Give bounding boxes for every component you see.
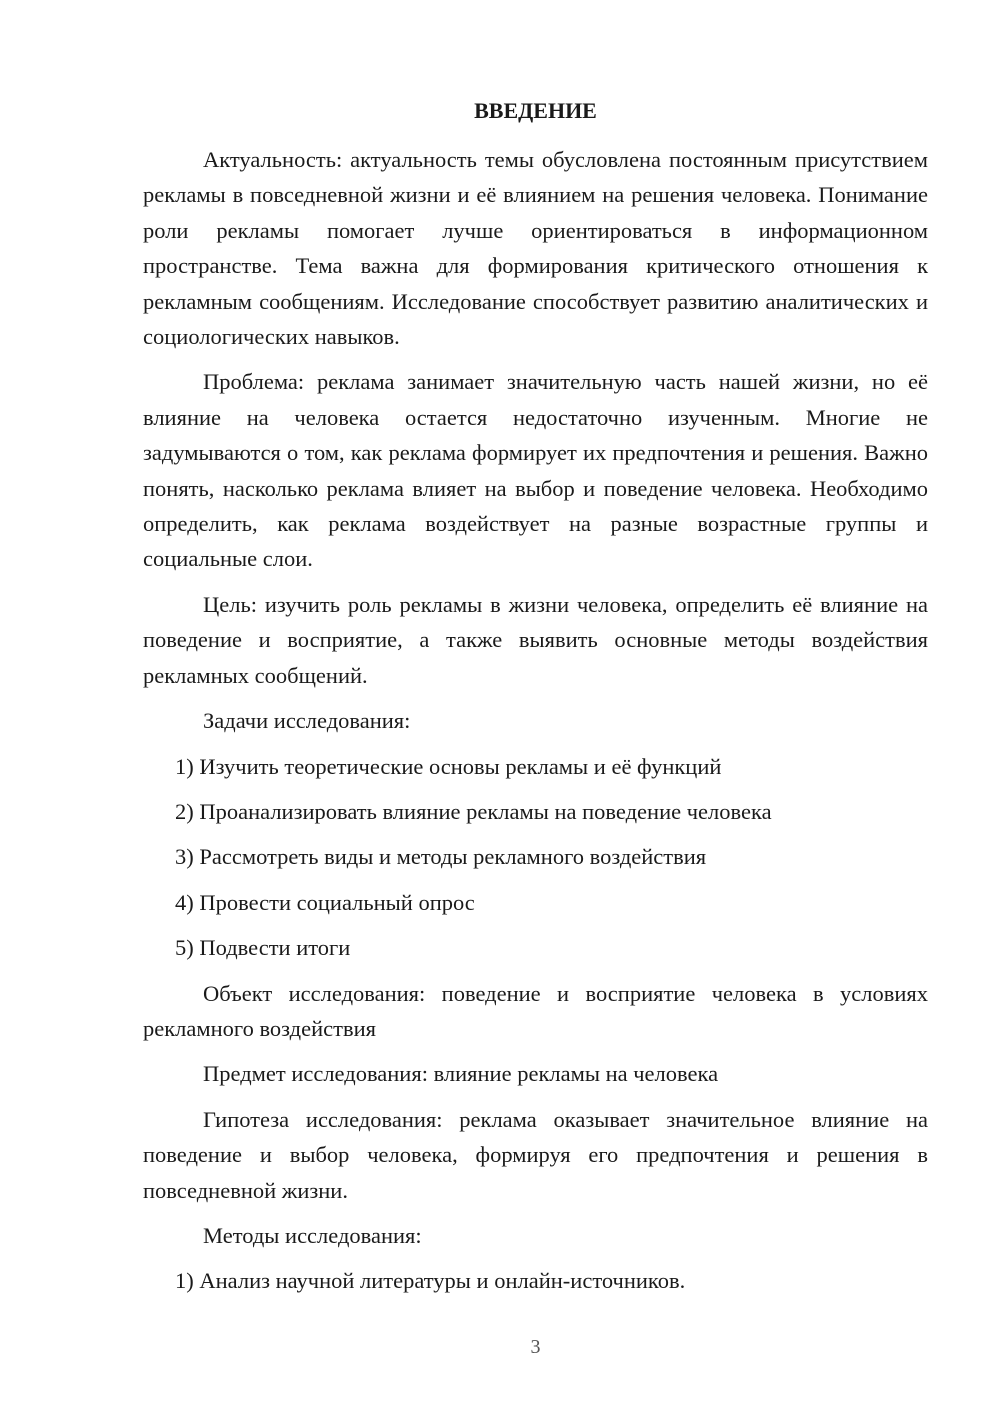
task-item-5: 5) Подвести итоги xyxy=(175,935,351,961)
body-text xyxy=(143,142,928,1309)
tasks-title: Задачи исследования: xyxy=(203,708,411,734)
hypothesis-paragraph: Гипотеза исследования: реклама оказывает значительное влияние на поведение и выбор человека, формируя его предпочтения и решения в повседневной жизни. xyxy=(143,1106,928,1203)
task-item-3: 3) Рассмотреть виды и методы рекламного воздействия xyxy=(175,844,707,870)
task-item-1: 1) Изучить теоретические основы рекламы и её функций xyxy=(175,753,722,779)
method-item-1: 1) Анализ научной литературы и онлайн-источников. xyxy=(175,1268,686,1294)
document-page xyxy=(143,0,928,1414)
relevance-paragraph: Актуальность: актуальность темы обусловлена постоянным присутствием рекламы в повседневной жизни и её влиянием на решения человека. Понимание роли рекламы помогает лучше ориентироваться в информационном пространстве. Тема важна для формирования критического отношения к рекламным сообщениям. Исследование способствует развитию аналитических и социологических навыков. xyxy=(143,147,928,350)
methods-title: Методы исследования: xyxy=(203,1222,422,1248)
goal-paragraph: Цель: изучить роль рекламы в жизни человека, определить её влияние на поведение и восприятие, а также выявить основные методы воздействия рекламных сообщений. xyxy=(143,591,928,688)
subject-paragraph: Предмет исследования: влияние рекламы на человека xyxy=(203,1061,719,1087)
task-item-4: 4) Провести социальный опрос xyxy=(175,889,475,915)
page-number: 3 xyxy=(530,1336,541,1358)
problem-paragraph: Проблема: реклама занимает значительную часть нашей жизни, но её влияние на человека остается недостаточно изученным. Многие не задумываются о том, как реклама формирует их предпочтения и решения. Важно понять, насколько реклама влияет на выбор и поведение человека. Необходимо определить, как реклама воздействует на разные возрастные группы и социальные слои. xyxy=(143,369,928,572)
section-heading: ВВЕДЕНИЕ xyxy=(474,98,597,123)
object-paragraph: Объект исследования: поведение и восприятие человека в условиях рекламного воздействия xyxy=(143,980,928,1041)
task-item-2: 2) Проанализировать влияние рекламы на поведение человека xyxy=(175,798,772,824)
